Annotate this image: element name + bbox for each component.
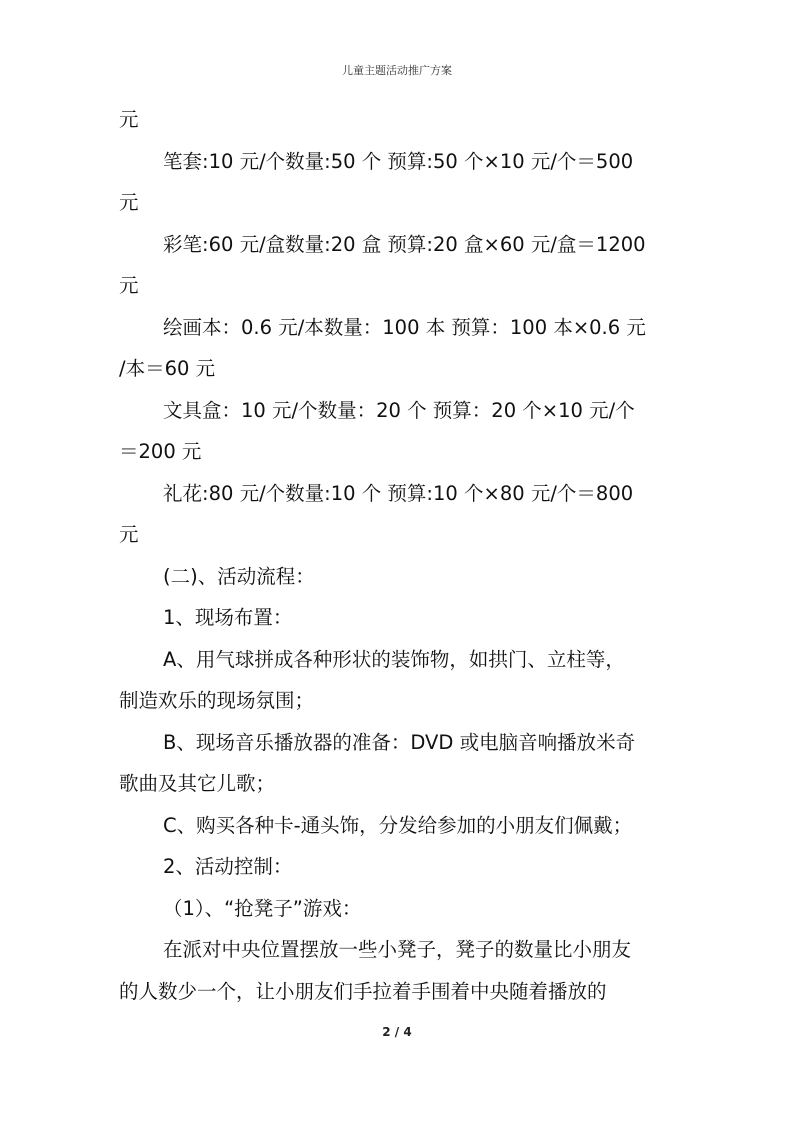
- section-heading: (二)、活动流程：: [163, 564, 315, 588]
- document-body: [119, 99, 679, 1012]
- subsection-heading: 2、活动控制：: [163, 855, 293, 878]
- text-line: 歌曲及其它儿歌；: [119, 772, 276, 795]
- text-line: 在派对中央位置摆放一些小凳子，凳子的数量比小朋友: [163, 938, 632, 961]
- text-line: A、用气球拼成各种形状的装饰物，如拱门、立柱等，: [163, 647, 625, 671]
- item-heading: （1）、“抢凳子”游戏：: [163, 896, 362, 920]
- page-number: 2 / 4: [382, 1025, 412, 1039]
- text-line: 笔套:10 元/个数量:50 个 预算:50 个×10 元/个＝500: [163, 149, 634, 173]
- text-line: 礼花:80 元/个数量:10 个 预算:10 个×80 元/个＝800: [163, 481, 634, 505]
- text-line: ＝200 元: [119, 440, 202, 463]
- page-header: 儿童主题活动推广方案: [342, 64, 452, 77]
- text-line: 制造欢乐的现场氛围；: [119, 689, 315, 712]
- text-line: 绘画本：0.6 元/本数量：100 本 预算：100 本×0.6 元: [163, 315, 646, 339]
- text-line: B、现场音乐播放器的准备：DVD 或电脑音响播放米奇: [163, 730, 636, 754]
- text-line: 彩笔:60 元/盒数量:20 盒 预算:20 盒×60 元/盒＝1200: [163, 232, 646, 256]
- text-line: 元: [119, 523, 139, 546]
- subsection-heading: 1、现场布置：: [163, 606, 293, 629]
- text-line: /本＝60 元: [119, 357, 216, 380]
- text-line: 元: [119, 191, 139, 214]
- text-line: C、购买各种卡-通头饰，分发给参加的小朋友们佩戴；: [163, 813, 633, 837]
- text-line: 文具盒：10 元/个数量：20 个 预算：20 个×10 元/个: [163, 398, 635, 422]
- text-line: 的人数少一个，让小朋友们手拉着手围着中央随着播放的: [119, 979, 607, 1003]
- text-line: 元: [119, 108, 139, 131]
- text-line: 元: [119, 274, 139, 297]
